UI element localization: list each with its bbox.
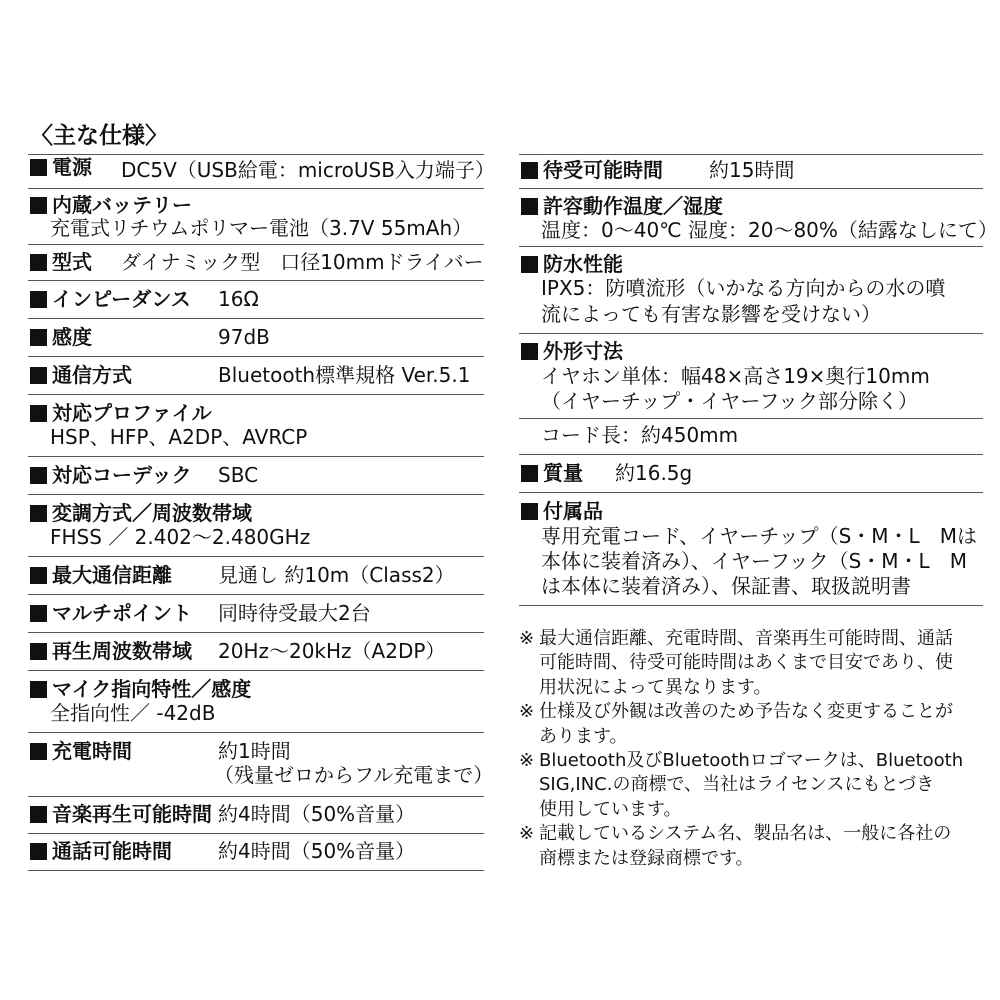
square-bullet-icon	[30, 467, 47, 484]
spec-value: 約15時間	[709, 158, 795, 182]
spec-value: 97dB	[218, 325, 270, 349]
note-line: あります。	[539, 725, 628, 747]
spec-label: 音楽再生可能時間	[52, 802, 212, 826]
spec-value: 約4時間（50%音量）	[218, 802, 416, 826]
square-bullet-icon	[30, 329, 47, 346]
spec-value: 本体に装着済み）、イヤーフック（S・M・L M	[541, 549, 967, 573]
spec-row-music-time	[28, 797, 484, 834]
spec-label: 通信方式	[52, 363, 132, 387]
spec-value: 20Hz〜20kHz（A2DP）	[218, 639, 446, 663]
spec-label: 待受可能時間	[543, 158, 663, 182]
spec-label: 防水性能	[543, 252, 623, 276]
note-mark: ※	[519, 701, 535, 723]
spec-label: 許容動作温度／湿度	[543, 194, 723, 218]
spec-value: 温度：0〜40℃ 湿度：20〜80%（結露なしにて）	[541, 218, 998, 242]
square-bullet-icon	[30, 159, 47, 176]
square-bullet-icon	[30, 843, 47, 860]
spec-value: SBC	[218, 463, 259, 487]
note-mark: ※	[519, 823, 535, 845]
spec-label: 電源	[52, 155, 92, 179]
square-bullet-icon	[30, 567, 47, 584]
spec-row-talk-time	[28, 834, 484, 871]
square-bullet-icon	[30, 681, 47, 698]
note-item	[519, 749, 989, 822]
spec-label: 外形寸法	[543, 339, 623, 363]
spec-label: 対応コーデック	[52, 463, 192, 487]
note-line: 記載しているシステム名、製品名は、一般に各社の	[539, 823, 952, 845]
square-bullet-icon	[521, 198, 538, 215]
spec-row-mic	[28, 671, 484, 733]
note-line: 使用しています。	[539, 798, 682, 820]
spec-label: マルチポイント	[52, 601, 192, 625]
spec-label: 充電時間	[52, 739, 132, 763]
spec-row-multipoint	[28, 595, 484, 633]
spec-row-range	[28, 557, 484, 595]
spec-value: 見通し 約10m（Class2）	[218, 563, 455, 587]
square-bullet-icon	[30, 605, 47, 622]
spec-label: 内蔵バッテリー	[52, 193, 192, 217]
note-mark: ※	[519, 628, 535, 649]
note-line: 商標または登録商標です。	[539, 847, 754, 869]
square-bullet-icon	[30, 743, 47, 760]
note-item	[519, 822, 989, 871]
spec-label: 対応プロファイル	[52, 401, 212, 425]
spec-label: 質量	[543, 461, 583, 485]
spec-row-power	[28, 154, 495, 189]
spec-value: 約4時間（50%音量）	[218, 839, 416, 863]
spec-row-charge	[28, 733, 494, 797]
page-title: 〈主な仕様〉	[30, 123, 168, 149]
spec-value: 全指向性／ -42dB	[50, 701, 216, 725]
spec-label: インピーダンス	[52, 287, 191, 311]
spec-row-modulation	[28, 495, 484, 557]
spec-row-comm	[28, 357, 484, 395]
spec-value: 約16.5g	[615, 461, 693, 485]
spec-row-accessories	[519, 493, 983, 606]
spec-row-dimensions	[519, 334, 983, 419]
spec-table-left	[28, 154, 495, 871]
spec-table-right	[519, 154, 998, 606]
spec-row-weight	[519, 455, 983, 493]
square-bullet-icon	[521, 503, 538, 520]
square-bullet-icon	[30, 643, 47, 660]
notes-section	[519, 627, 989, 871]
square-bullet-icon	[521, 343, 538, 360]
note-item	[519, 627, 989, 700]
spec-row-cord-length	[519, 419, 983, 455]
square-bullet-icon	[30, 254, 47, 271]
spec-label: 再生周波数帯域	[52, 639, 192, 663]
spec-row-codec	[28, 457, 484, 495]
spec-label: 変調方式／周波数帯域	[52, 501, 252, 525]
note-line: 可能時間、待受可能時間はあくまで目安であり、使	[539, 652, 953, 674]
spec-value: 流によっても有害な影響を受けない）	[541, 302, 881, 326]
note-line: 最大通信距離、充電時間、音楽再生可能時間、通話	[539, 628, 953, 649]
square-bullet-icon	[30, 291, 47, 308]
spec-row-temperature	[519, 189, 998, 247]
spec-row-impedance	[28, 281, 484, 319]
spec-value: 約1時間	[218, 739, 291, 763]
spec-value: IPX5：防噴流形（いかなる方向からの水の噴	[541, 276, 946, 300]
note-item	[519, 700, 989, 749]
note-line: SIG,INC.の商標で、当社はライセンスにもとづき	[539, 774, 935, 796]
square-bullet-icon	[30, 367, 47, 384]
spec-value: 専用充電コード、イヤーチップ（S・M・L Mは	[541, 524, 977, 548]
square-bullet-icon	[521, 162, 538, 179]
spec-value: 充電式リチウムポリマー電池（3.7V 55mAh）	[50, 216, 473, 240]
note-mark: ※	[519, 750, 535, 772]
square-bullet-icon	[30, 505, 47, 522]
spec-label: 最大通信距離	[52, 563, 172, 587]
spec-row-type	[28, 245, 484, 281]
spec-label: 型式	[52, 250, 92, 274]
spec-value: は本体に装着済み）、保証書、取扱説明書	[541, 574, 911, 598]
spec-value: コード長：約450mm	[541, 423, 739, 447]
spec-value: FHSS ／ 2.402〜2.480GHz	[50, 525, 311, 549]
spec-label: 付属品	[543, 499, 603, 523]
spec-row-frequency	[28, 633, 484, 671]
spec-row-profile	[28, 395, 484, 457]
spec-label: 感度	[52, 325, 92, 349]
spec-label: 通話可能時間	[52, 839, 172, 863]
spec-value-note: （残量ゼロからフル充電まで）	[214, 763, 494, 787]
spec-row-waterproof	[519, 247, 983, 334]
spec-row-sensitivity	[28, 319, 484, 357]
spec-value: 同時待受最大2台	[218, 601, 371, 625]
spec-row-standby	[519, 154, 983, 189]
square-bullet-icon	[30, 197, 47, 214]
spec-row-battery	[28, 189, 484, 245]
spec-value: イヤホン単体：幅48×高さ19×奥行10mm	[541, 364, 930, 388]
note-line: 仕様及び外観は改善のため予告なく変更することが	[539, 701, 953, 723]
square-bullet-icon	[521, 256, 538, 273]
square-bullet-icon	[521, 465, 538, 482]
square-bullet-icon	[30, 806, 47, 823]
spec-value: Bluetooth標準規格 Ver.5.1	[218, 363, 471, 387]
spec-value: DC5V（USB給電：microUSB入力端子）	[121, 158, 495, 182]
spec-value: HSP、HFP、A2DP、AVRCP	[50, 425, 308, 449]
spec-value: ダイナミック型 口径10mmドライバー	[121, 250, 484, 274]
note-line: Bluetooth及びBluetoothロゴマークは、Bluetooth	[539, 750, 964, 772]
spec-value: 16Ω	[218, 287, 259, 311]
square-bullet-icon	[30, 405, 47, 422]
note-line: 用状況によって異なります。	[539, 676, 772, 698]
spec-value: （イヤーチップ・イヤーフック部分除く）	[541, 389, 918, 413]
spec-label: マイク指向特性／感度	[52, 677, 252, 701]
